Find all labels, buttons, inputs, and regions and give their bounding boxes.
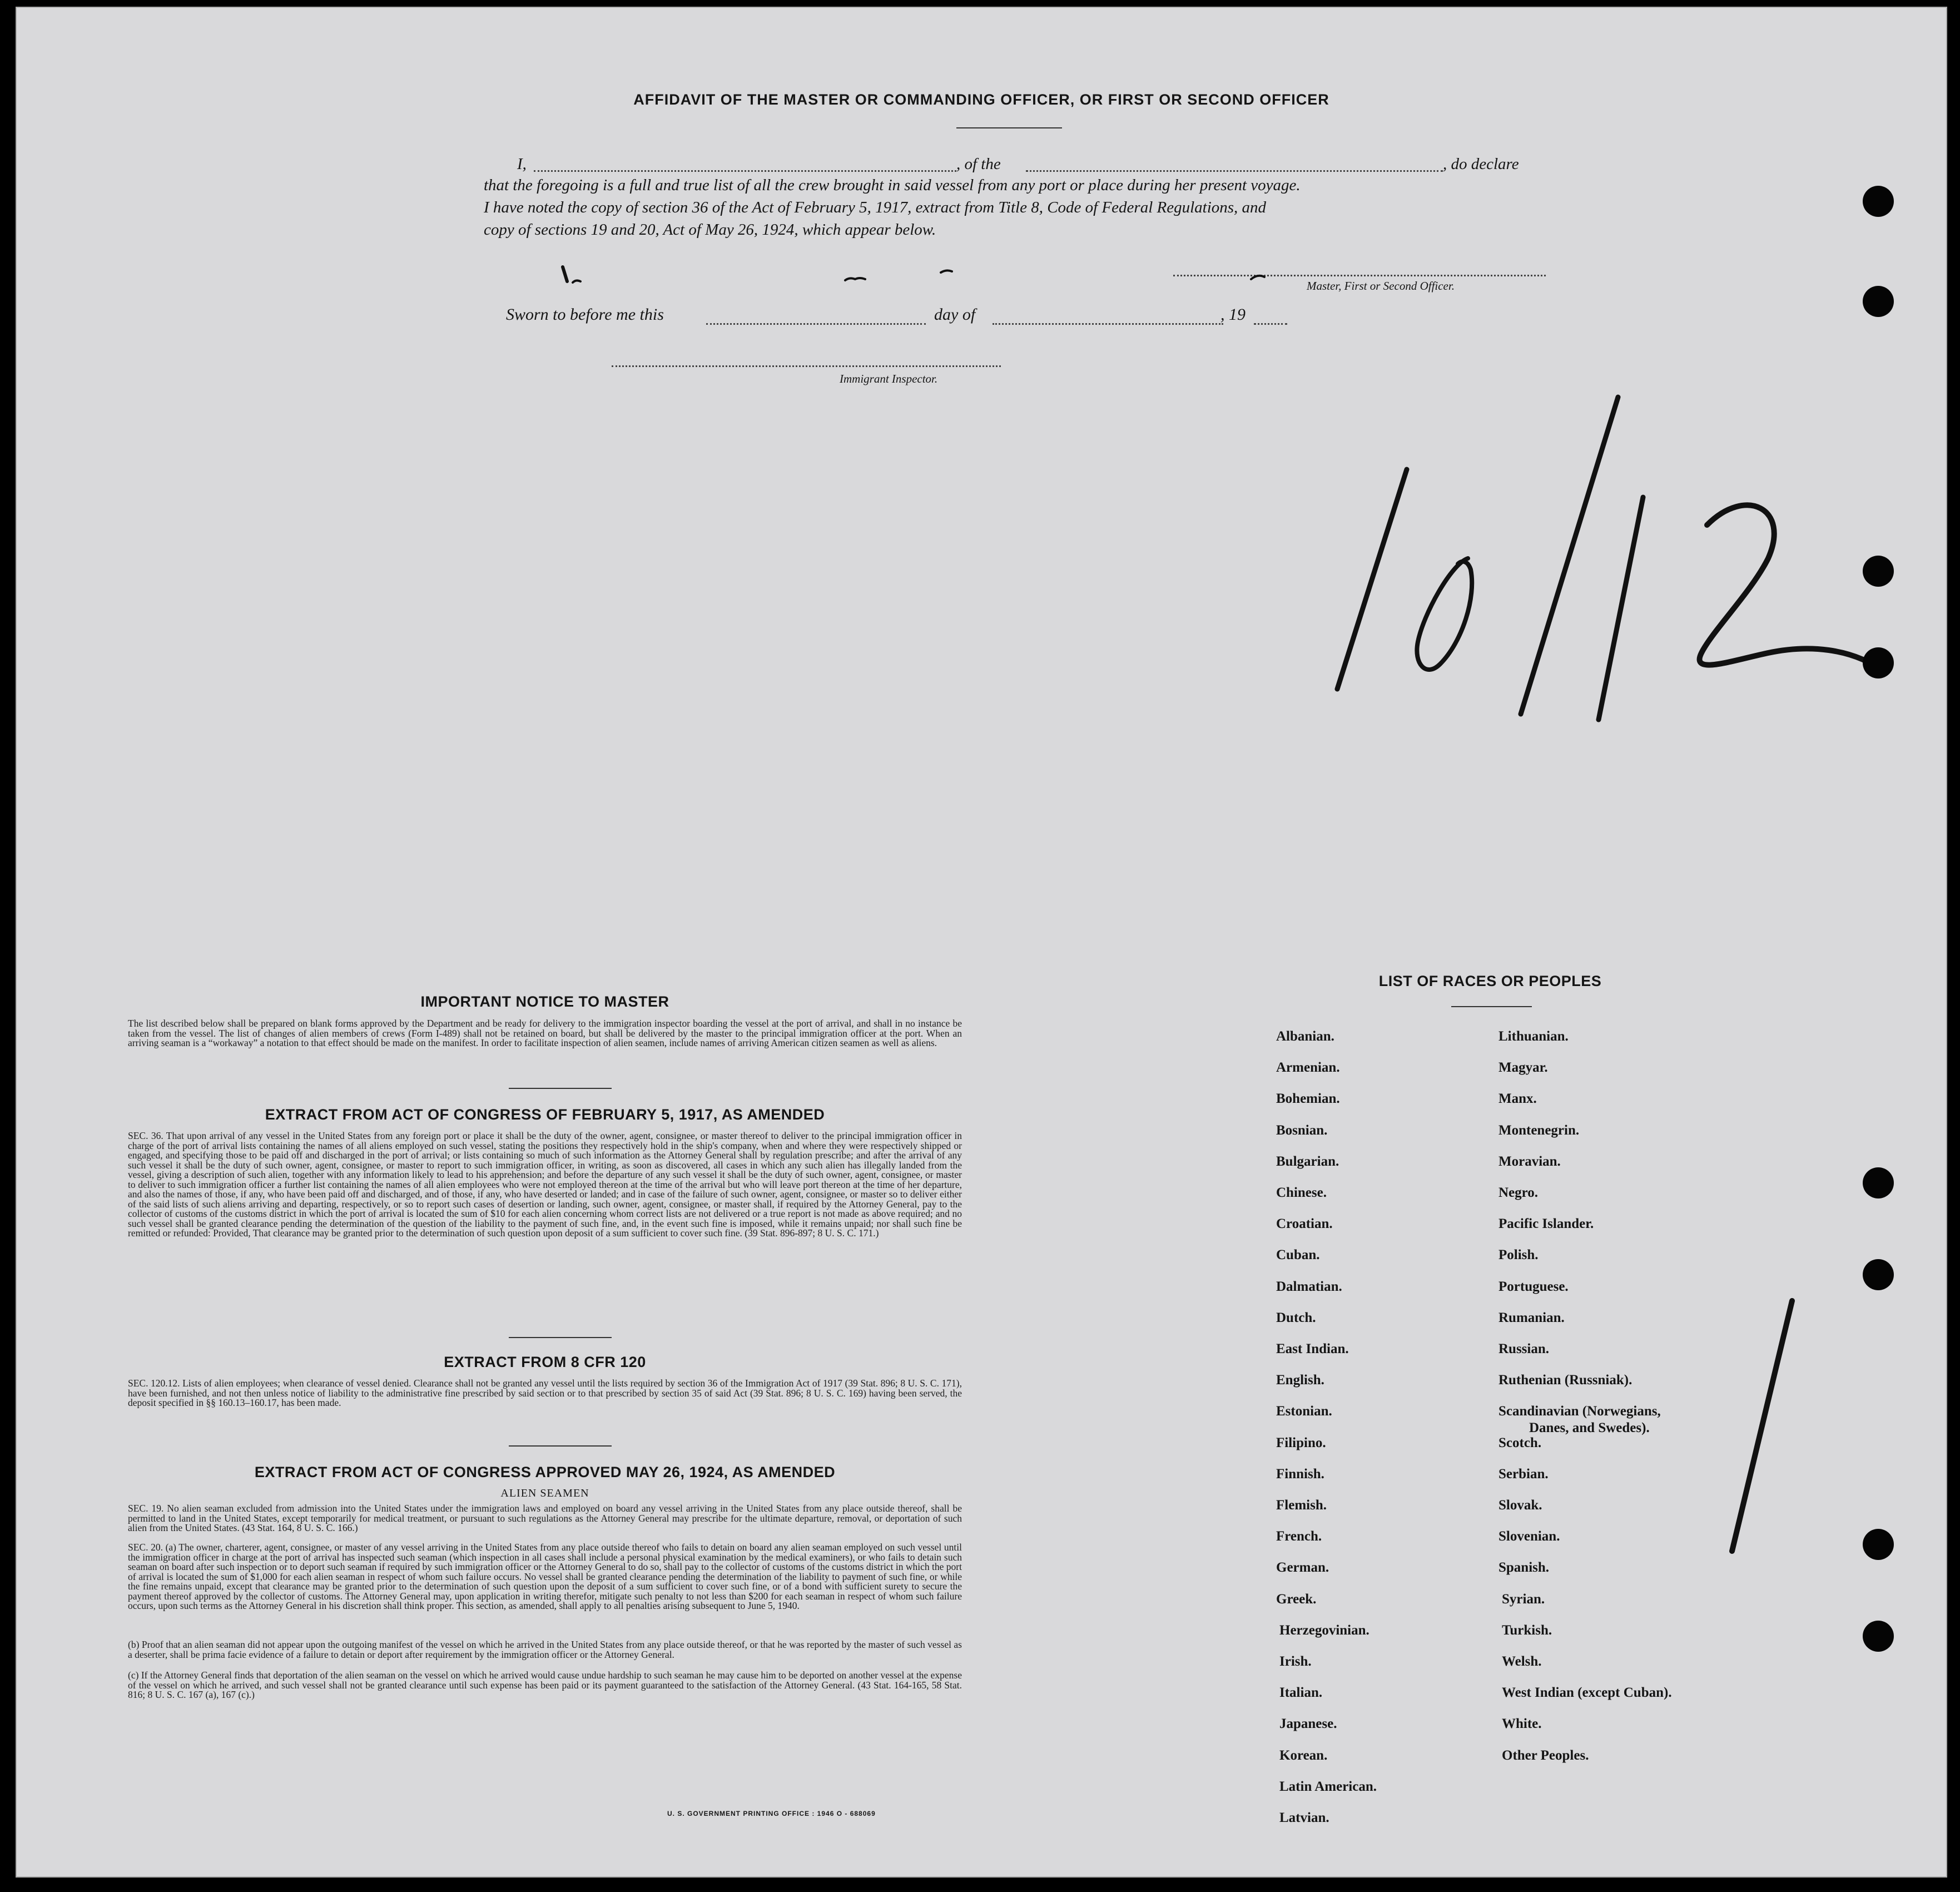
race-item: Croatian.: [1276, 1216, 1333, 1231]
race-item: Cuban.: [1276, 1247, 1320, 1262]
affidavit-i: I,: [517, 155, 527, 173]
race-item: Estonian.: [1276, 1404, 1332, 1419]
race-item: Montenegrin.: [1498, 1123, 1580, 1138]
race-item: Irish.: [1279, 1654, 1312, 1669]
race-item: East Indian.: [1276, 1341, 1349, 1356]
gpo-imprint: U. S. GOVERNMENT PRINTING OFFICE : 1946 O - 688069: [667, 1810, 876, 1817]
race-item: Portuguese.: [1498, 1279, 1569, 1294]
extract-1924-title: EXTRACT FROM ACT OF CONGRESS APPROVED MAY 26, 1924, AS AMENDED: [254, 1464, 836, 1480]
race-item: French.: [1276, 1529, 1322, 1544]
race-item: Turkish.: [1502, 1623, 1552, 1638]
affidavit-line-2: that the foregoing is a full and true list of all the crew brought in said vessel from any port or place during her present voyage.: [484, 176, 1301, 194]
race-item: Ruthenian (Russniak).: [1498, 1373, 1632, 1388]
punch-hole: [1863, 647, 1894, 678]
handwritten-slash: [1521, 397, 1618, 714]
alien-seamen-subhead: ALIEN SEAMEN: [500, 1487, 589, 1499]
affidavit-line-3: I have noted the copy of section 36 of the Act of February 5, 1917, extract from Title 8, Code of Federal Regulations, and: [484, 199, 1267, 216]
race-item: Danes, and Swedes).: [1529, 1420, 1650, 1435]
punch-hole: [1863, 1621, 1894, 1652]
race-item: Dutch.: [1276, 1310, 1316, 1325]
race-item: Pacific Islander.: [1498, 1216, 1594, 1231]
race-item: Serbian.: [1498, 1467, 1549, 1482]
race-item: Herzegovinian.: [1279, 1623, 1369, 1638]
races-title: LIST OF RACES OR PEOPLES: [1378, 973, 1602, 989]
sworn-day: day of: [934, 305, 976, 324]
handwritten-one-2: [1599, 497, 1643, 720]
race-item: Negro.: [1498, 1185, 1539, 1200]
extract-cfr-title: EXTRACT FROM 8 CFR 120: [444, 1354, 646, 1370]
race-item: Filipino.: [1276, 1435, 1326, 1450]
race-item: Japanese.: [1279, 1716, 1337, 1731]
handwritten-mark-one: [1732, 1301, 1792, 1551]
scribble-2: [573, 280, 580, 283]
race-item: Moravian.: [1498, 1154, 1561, 1169]
affidavit-declare: , do declare: [1443, 155, 1519, 173]
affidavit-title: AFFIDAVIT OF THE MASTER OR COMMANDING OFFICER, OR FIRST OR SECOND OFFICER: [633, 91, 1329, 108]
extract-1924-sec20b: (b) Proof that an alien seaman did not appear upon the outgoing manifest of the vessel on which he arrived in the United States from any place outside thereof, or that he was reported by the master of such vessel as a deserter, shall be prima facie evidence of a failure to detain or deport after requirement by the immigration officer or the Attorney General.: [128, 1639, 962, 1660]
notice-body: The list described below shall be prepared on blank forms approved by the Department and be ready for delivery to the immigration inspector boarding the vessel at the port of arrival, and shall in no instance be taken from the vessel. The list of changes of alien members of crews (Form I-489) shall not be retained on board, but shall be delivered by the master to the principal immigration officer at the port. When an arriving seaman is a “workaway” a notation to that effect should be made on the manifest. In order to facilitate inspection of alien seamen, include names of arriving American citizen seamen as well as aliens.: [128, 1018, 962, 1048]
race-item: Italian.: [1279, 1685, 1323, 1700]
extract-cfr-body: SEC. 120.12. Lists of alien employees; when clearance of vessel denied. Clearance shall not be granted any vessel until the lists required by section 36 of the Immigration Act of 1917 (39 Stat. 896; 8 U. S. C. 171), have been furnished, and not then unless notice of liability to the administrative fine prescribed by said section or to that prescribed by section 35 of said Act (39 Stat. 896; 8 U. S. C. 169) having been served, the deposit specified in §§ 160.13–160.17, has been made.: [128, 1378, 962, 1408]
race-item: Greek.: [1276, 1592, 1317, 1607]
race-item: Other Peoples.: [1502, 1748, 1589, 1763]
divider: [509, 1445, 612, 1447]
race-item: Magyar.: [1498, 1060, 1548, 1075]
race-item: Albanian.: [1276, 1029, 1334, 1044]
punch-hole: [1863, 556, 1894, 587]
race-item: West Indian (except Cuban).: [1502, 1685, 1672, 1700]
extract-1924-sec20a: SEC. 20. (a) The owner, charterer, agent, consignee, or master of any vessel arriving in the United States from any place outside thereof who fails to detain on board any alien seaman employed on such vessel until the immigration officer in charge at the port of arrival has inspected such seaman (which inspection in all cases shall include a personal physical examination by the medical examiners), or who fails to detain such seaman on board after such inspection or to deport such seaman if required by such immigration officer or the Attorney General to do so, shall pay to the collector of customs of the customs district in which the port of arrival is located the sum of $1,000 for each alien seaman in respect of whom such failure occurs. No vessel shall be granted clearance pending the determination of the liability to payment of such fine, or while the fine remains unpaid, except that clearance may be granted prior to the determination of such question upon the deposit of a sum sufficient to cover such fine, or of a bond with sufficient surety to secure the payment thereof approved by the collector of customs. The Attorney General may, upon application in writing therefor, mitigate such penalty to not less than $200 for each seaman in respect of whom such failure occurs, upon such terms as the Attorney General in his discretion shall think proper. This section, as amended, shall apply to all penalties arising subsequent to June 5, 1940.: [128, 1542, 962, 1611]
sworn-year: , 19: [1220, 305, 1246, 324]
race-item: Spanish.: [1498, 1560, 1550, 1575]
handwritten-one: [1337, 469, 1407, 689]
race-item: Bulgarian.: [1276, 1154, 1339, 1169]
notice-title: IMPORTANT NOTICE TO MASTER: [420, 993, 669, 1010]
punch-hole: [1863, 186, 1894, 217]
master-label: Master, First or Second Officer.: [1307, 279, 1455, 293]
race-item: Armenian.: [1276, 1060, 1340, 1075]
race-item: Scotch.: [1498, 1435, 1542, 1450]
race-item: German.: [1276, 1560, 1329, 1575]
race-item: Lithuanian.: [1498, 1029, 1569, 1044]
race-item: Latvian.: [1279, 1810, 1329, 1825]
punch-hole: [1863, 286, 1894, 317]
race-item: Latin American.: [1279, 1779, 1377, 1794]
affidavit-line-4: copy of sections 19 and 20, Act of May 26, 1924, which appear below.: [484, 221, 936, 239]
handwritten-zero: [1417, 558, 1472, 670]
race-item: Scandinavian (Norwegians,: [1498, 1404, 1661, 1419]
race-item: Chinese.: [1276, 1185, 1327, 1200]
extract-1917-title: EXTRACT FROM ACT OF CONGRESS OF FEBRUARY 5, 1917, AS AMENDED: [265, 1106, 825, 1123]
divider: [509, 1337, 612, 1338]
race-item: White.: [1502, 1716, 1542, 1731]
race-item: Welsh.: [1502, 1654, 1542, 1669]
punch-hole: [1863, 1529, 1894, 1560]
race-item: Flemish.: [1276, 1498, 1327, 1513]
extract-1924-sec20c: (c) If the Attorney General finds that deportation of the alien seaman on the vessel on which he arrived would cause undue hardship to such seaman he may cause him to be deported on another vessel at the expense of the vessel on which he arrived, and such vessel shall not be granted clearance until such expense has been paid or its payment guaranteed to the satisfaction of the Attorney General. (43 Stat. 164-165, 58 Stat. 816; 8 U. S. C. 167 (a), 167 (c).): [128, 1670, 962, 1700]
extract-1917-body: SEC. 36. That upon arrival of any vessel in the United States from any foreign port or place it shall be the duty of the owner, agent, consignee, or master thereof to deliver to the principal immigration officer in charge of the port of arrival lists containing the names of all aliens employed on such vessel, stating the positions they respectively hold in the ship's company, when and where they were respectively shipped or engaged, and specifying those to be paid off and discharged in the port of arrival; or lists containing so much of such information as the Attorney General shall by regulation prescribe; and after the arrival of any such vessel it shall be the duty of such owner, agent, consignee, or master to report to such immigration officer, in writing, as soon as discovered, all cases in which any such alien has illegally landed from the vessel, giving a description of such alien, together with any information likely to lead to his apprehension; and before the departure of any such vessel it shall be the duty of such owner, agent, consignee, or master to deliver to such immigration officer a further list containing the names of all alien employees who were not employed thereon at the time of the arrival but who will leave port thereon at the time of her departure, and also the names of those, if any, who have been paid off and discharged, and of those, if any, who have deserted or landed; and in case of the failure of such owner, agent, consignee, or master so to deliver either of the said lists of such aliens arriving and departing, respectively, or so to report such cases of desertion or landing, such owner, agent, consignee, or master shall, if required by the Attorney General, pay to the collector of customs of the customs district in which the port of arrival is located the sum of $10 for each alien concerning whom correct lists are not delivered or a true report is not made as above required; and no such vessel shall be granted clearance pending the determination of the question of the liability to the payment of such fine, and, in the event such fine is imposed, while it remains unpaid; nor shall such fine be remitted or refunded: Provided, That clearance may be granted prior to the determination of such question upon deposit of a sum sufficient to cover such fine. (39 Stat. 896-897; 8 U. S. C. 171.): [128, 1130, 962, 1239]
race-item: Bosnian.: [1276, 1123, 1328, 1138]
race-item: Finnish.: [1276, 1467, 1324, 1482]
inspector-label: Immigrant Inspector.: [840, 372, 938, 385]
scribble-4: [941, 270, 952, 273]
document-page: [16, 7, 1947, 1878]
scribble-1: [563, 267, 567, 281]
race-item: Korean.: [1279, 1748, 1328, 1763]
sworn-prefix: Sworn to before me this: [506, 305, 664, 324]
race-item: Dalmatian.: [1276, 1279, 1342, 1294]
race-item: Polish.: [1498, 1247, 1539, 1262]
races-divider: [1451, 1006, 1532, 1007]
race-item: Slovenian.: [1498, 1529, 1560, 1544]
race-item: Syrian.: [1502, 1592, 1545, 1607]
divider: [509, 1088, 612, 1089]
race-item: Slovak.: [1498, 1498, 1542, 1513]
race-item: Russian.: [1498, 1341, 1550, 1356]
extract-1924-sec19: SEC. 19. No alien seaman excluded from admission into the United States under the immigration laws and employed on board any vessel arriving in the United States from any place outside thereof, shall be permitted to land in the United States, except temporarily for medical treatment, or pursuant to such regulations as the Attorney General may prescribe for the ultimate departure, removal, or deportation of such alien from the United States. (43 Stat. 164, 8 U. S. C. 166.): [128, 1503, 962, 1533]
race-item: Bohemian.: [1276, 1091, 1340, 1106]
scribble-3: [845, 278, 865, 280]
punch-hole: [1863, 1259, 1894, 1290]
race-item: English.: [1276, 1373, 1324, 1388]
affidavit-of: , of the: [956, 155, 1001, 173]
scribble-5: [1251, 276, 1264, 279]
race-item: Manx.: [1498, 1091, 1537, 1106]
punch-hole: [1863, 1167, 1894, 1198]
handwritten-two: [1700, 505, 1885, 672]
race-item: Rumanian.: [1498, 1310, 1565, 1325]
